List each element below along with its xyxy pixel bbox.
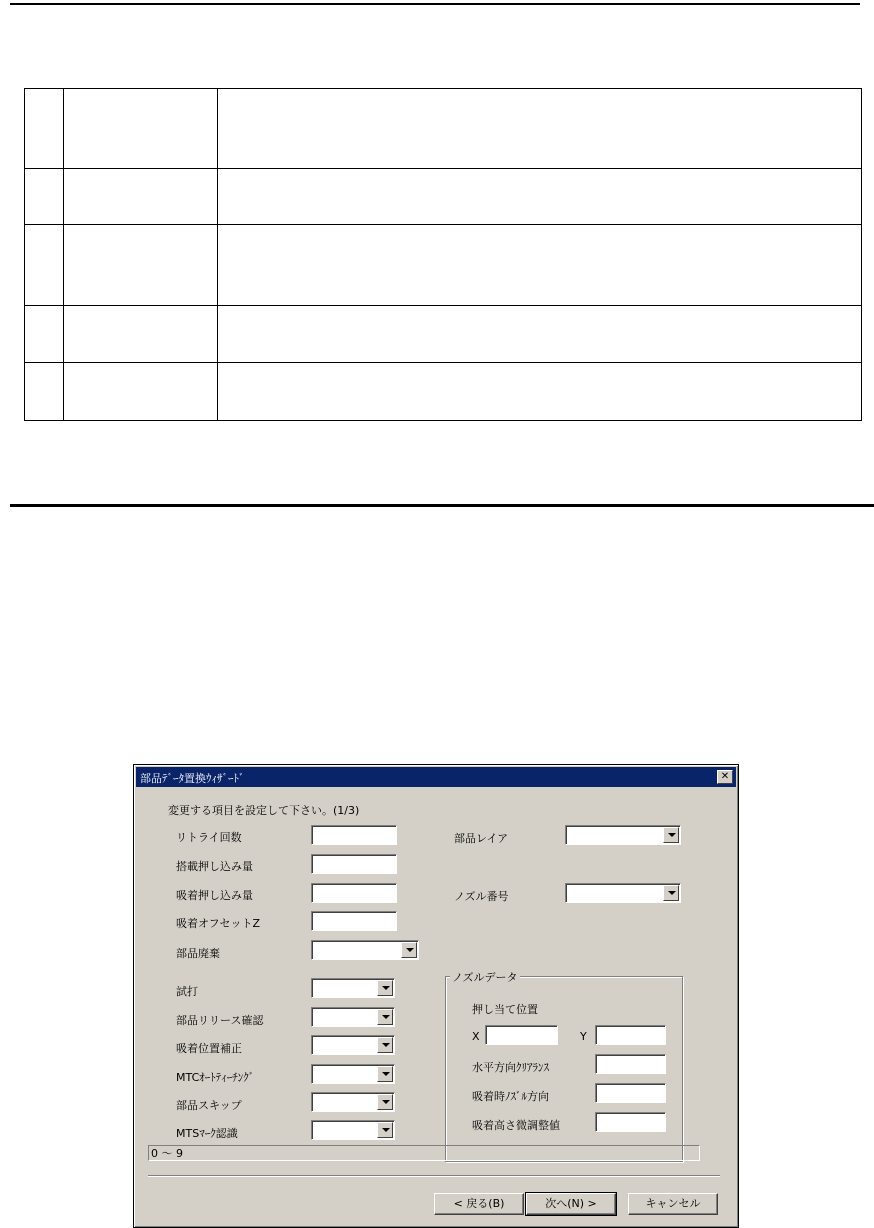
chevron-down-icon[interactable]: [663, 827, 679, 843]
release-check-label: 部品リリース確認: [176, 1014, 264, 1027]
mtc-auto-teaching-select[interactable]: [311, 1064, 395, 1084]
part-discard-label: 部品廃棄: [176, 947, 220, 960]
mts-mark-select[interactable]: [311, 1120, 395, 1140]
test-shot-select[interactable]: [311, 978, 395, 998]
pick-push-label: 吸着押し込み量: [176, 889, 253, 902]
pick-pos-correction-label: 吸着位置補正: [176, 1042, 242, 1055]
press-position-y-label: Y: [580, 1030, 587, 1043]
part-skip-label: 部品スキップ: [176, 1099, 242, 1112]
test-shot-label: 試打: [176, 985, 198, 998]
height-adjust-label: 吸着高さ微調整値: [472, 1119, 560, 1132]
pick-pos-correction-select[interactable]: [311, 1035, 395, 1055]
chevron-down-icon[interactable]: [377, 1122, 393, 1138]
top-rule: [10, 3, 860, 5]
dialog-title: 部品ﾃﾞｰﾀ置換ｳｨｻﾞｰﾄﾞ: [140, 772, 245, 785]
range-hint: 0 ～ 9: [148, 1145, 700, 1161]
horizontal-clearance-label: 水平方向ｸﾘｱﾗﾝｽ: [472, 1061, 549, 1074]
cancel-button[interactable]: キャンセル: [628, 1193, 718, 1215]
back-button[interactable]: < 戻る(B): [434, 1193, 524, 1215]
section-rule: [10, 504, 874, 507]
chevron-down-icon[interactable]: [401, 942, 417, 958]
chevron-down-icon[interactable]: [377, 980, 393, 996]
mount-push-label: 搭載押し込み量: [176, 860, 253, 873]
nozzle-number-label: ノズル番号: [454, 890, 509, 903]
close-icon[interactable]: ✕: [717, 770, 733, 784]
title-bar[interactable]: [136, 767, 736, 787]
press-position-x-label: X: [472, 1030, 480, 1043]
mount-push-input[interactable]: [311, 854, 397, 874]
nozzle-data-group-title: ノズルデータ: [452, 971, 518, 984]
chevron-down-icon[interactable]: [377, 1066, 393, 1082]
pick-offset-z-label: 吸着オフセットZ: [176, 917, 261, 930]
empty-table: [24, 88, 862, 421]
press-position-x-input[interactable]: [485, 1025, 558, 1045]
press-position-y-input[interactable]: [595, 1025, 666, 1045]
retry-count-label: リトライ回数: [176, 831, 242, 844]
instruction-text: 変更する項目を設定して下さい。(1/3): [168, 804, 360, 817]
table-row: [25, 225, 862, 306]
part-layer-select[interactable]: [565, 825, 681, 845]
release-check-select[interactable]: [311, 1007, 395, 1027]
table-row: [25, 89, 862, 169]
next-button[interactable]: 次へ(N) >: [526, 1193, 616, 1215]
part-discard-select[interactable]: [311, 940, 419, 960]
chevron-down-icon[interactable]: [377, 1094, 393, 1110]
chevron-down-icon[interactable]: [663, 885, 679, 901]
retry-count-input[interactable]: [311, 825, 397, 845]
table-row: [25, 169, 862, 225]
mts-mark-label: MTSﾏｰｸ認識: [176, 1127, 238, 1140]
chevron-down-icon[interactable]: [377, 1009, 393, 1025]
pick-offset-z-input[interactable]: [311, 911, 397, 931]
pick-push-input[interactable]: [311, 883, 397, 903]
nozzle-number-select[interactable]: [565, 883, 681, 903]
part-data-replace-wizard-dialog: [133, 764, 739, 1228]
table-row: [25, 306, 862, 363]
horizontal-clearance-input[interactable]: [595, 1054, 666, 1074]
nozzle-direction-label: 吸着時ﾉｽﾞﾙ方向: [472, 1090, 549, 1103]
table-row: [25, 363, 862, 421]
part-skip-select[interactable]: [311, 1092, 395, 1112]
press-position-label: 押し当て位置: [472, 1003, 538, 1016]
part-layer-label: 部品レイア: [454, 832, 509, 845]
button-separator: [148, 1175, 720, 1177]
height-adjust-input[interactable]: [595, 1112, 666, 1132]
chevron-down-icon[interactable]: [377, 1037, 393, 1053]
mtc-auto-teaching-label: MTCｵｰﾄﾃｨｰﾁﾝｸﾞ: [176, 1071, 255, 1084]
nozzle-direction-input[interactable]: [595, 1083, 666, 1103]
